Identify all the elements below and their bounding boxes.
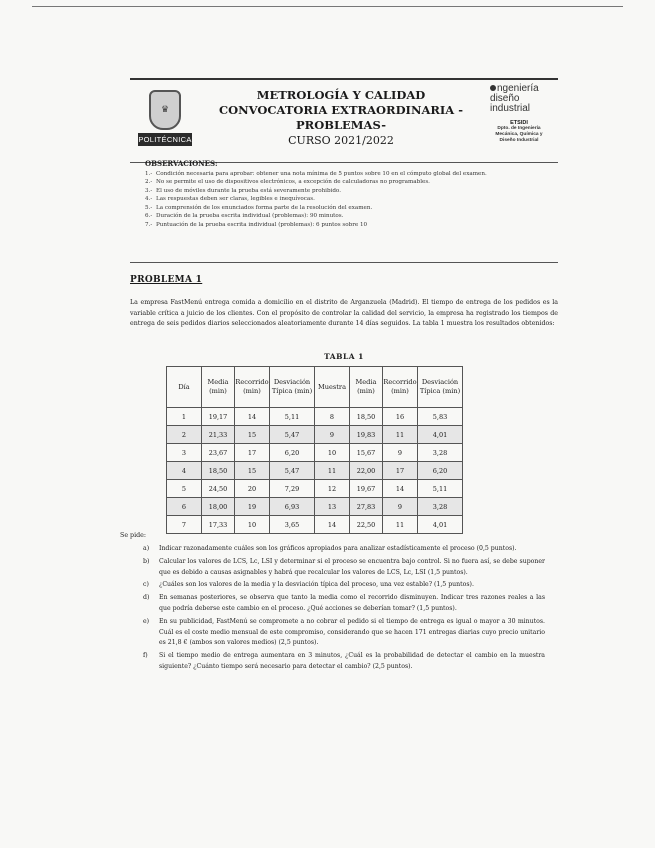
table-cell: 4,01 <box>418 516 463 534</box>
table-cell: 15 <box>235 462 270 480</box>
question-letter: c) <box>143 581 149 589</box>
question-text: ¿Cuáles son los valores de la media y la desviación típica del proceso, una vez estable? (1,5 puntos). <box>159 581 474 589</box>
table-cell: 3,28 <box>418 444 463 462</box>
table-cell: 1 <box>167 408 202 426</box>
top-rule <box>32 6 623 7</box>
table-cell: 18,00 <box>202 498 235 516</box>
question-text: En su publicidad, FastMenú se compromete a no cobrar el pedido si el tiempo de entrega es igual o mayor a 30 minutos. Cuál es el coste medio mensual de este compromiso, considerando que se hacen 171 entregas diarias cuyo precio unitario es 21,8 € (ambos son valores medios) (2,5 puntos). <box>159 617 545 647</box>
table-cell: 13 <box>315 498 350 516</box>
observacion-item <box>145 195 545 204</box>
observacion-item <box>145 204 545 213</box>
header-media-2: Media (min) <box>350 367 383 408</box>
exam-header <box>130 78 558 163</box>
table-row <box>167 462 463 480</box>
table-cell: 6,93 <box>270 498 315 516</box>
table-row <box>167 444 463 462</box>
table-cell: 22,00 <box>350 462 383 480</box>
exam-title <box>200 88 482 148</box>
table-cell: 10 <box>315 444 350 462</box>
question-text: Si el tiempo medio de entrega aumentara en 3 minutos, ¿Cuál es la probabilidad de detectar el cambio en la muestra siguiente? ¿Cuánto tiempo será necesario para detectar el cambio? (2,5 puntos). <box>159 652 545 670</box>
table-body <box>167 408 463 534</box>
table-cell: 17 <box>235 444 270 462</box>
observaciones-title: OBSERVACIONES: <box>145 159 218 168</box>
observacion-item <box>145 170 545 179</box>
observacion-text: No se permite el uso de dispositivos electrónicos, a excepción de calculadoras no programables. <box>156 179 430 185</box>
observaciones-section <box>145 160 545 229</box>
question-item <box>143 580 545 591</box>
table-cell: 14 <box>235 408 270 426</box>
observaciones-list <box>145 170 545 230</box>
table-cell: 17,33 <box>202 516 235 534</box>
header-recorrido-2: Recorrido (min) <box>383 367 418 408</box>
question-text: Indicar razonadamente cuáles son los gráficos apropiados para analizar estadísticamente el proceso (0,5 puntos). <box>159 545 517 552</box>
question-letter: d) <box>143 594 150 602</box>
table-cell: 11 <box>383 516 418 534</box>
table-cell: 12 <box>315 480 350 498</box>
table-cell: 14 <box>383 480 418 498</box>
observacion-text: El uso de móviles durante la prueba está severamente prohibido. <box>156 187 341 194</box>
observacion-text: Las respuestas deben ser claras, legibles e inequívocas. <box>156 196 315 202</box>
table-cell: 19,83 <box>350 426 383 444</box>
se-pide-label: Se pide: <box>120 532 146 539</box>
logo-line-3: ndustrial <box>492 103 531 114</box>
etsidi-logo: ngeniería diseño industrial ETSIDI Dpto. de Ingeniería Mecánica, Química y Diseño Industrial <box>480 84 558 144</box>
questions-list <box>143 544 545 675</box>
table-row <box>167 516 463 534</box>
observacion-text: Condición necesaria para aprobar: obtener una nota mínima de 5 puntos sobre 10 en el cómputo global del examen. <box>156 170 487 177</box>
question-item <box>143 544 545 555</box>
table-cell: 24,50 <box>202 480 235 498</box>
table-cell: 6,20 <box>418 462 463 480</box>
question-item <box>143 593 545 615</box>
observacion-item <box>145 187 545 196</box>
table-row <box>167 498 463 516</box>
dept-line-3: Diseño Industrial <box>499 138 539 143</box>
table-cell: 6,20 <box>270 444 315 462</box>
table-cell: 23,67 <box>202 444 235 462</box>
table-title: TABLA 1 <box>324 352 364 361</box>
header-desviacion: Desviación Típica (min) <box>270 367 315 408</box>
table-cell: 5,47 <box>270 426 315 444</box>
table-cell: 22,50 <box>350 516 383 534</box>
question-item <box>143 651 545 673</box>
politecnica-label: POLITÉCNICA <box>138 135 192 144</box>
table-cell: 11 <box>315 462 350 480</box>
table-cell: 4,01 <box>418 426 463 444</box>
upm-logo <box>138 90 192 146</box>
question-item <box>143 557 545 579</box>
observacion-text: Puntuación de la prueba escrita individual (problemas): 6 puntos sobre 10 <box>156 221 368 228</box>
data-table <box>166 366 463 534</box>
table-cell: 19,67 <box>350 480 383 498</box>
question-item <box>143 617 545 649</box>
observacion-number: 5.- <box>145 204 153 211</box>
table-cell: 9 <box>383 498 418 516</box>
table-cell: 17 <box>383 462 418 480</box>
table-cell: 5,11 <box>418 480 463 498</box>
problem-title: PROBLEMA 1 <box>130 275 203 285</box>
table-cell: 15,67 <box>350 444 383 462</box>
observacion-number: 3.- <box>145 187 153 194</box>
observacion-number: 6.- <box>145 213 153 219</box>
title-line-2: CONVOCATORIA EXTRAORDINARIA - <box>218 103 464 117</box>
table-cell: 7,29 <box>270 480 315 498</box>
section-divider <box>130 262 558 263</box>
observacion-item <box>145 221 545 230</box>
course-year: CURSO 2021/2022 <box>288 134 394 147</box>
question-letter: e) <box>143 617 150 625</box>
table-cell: 5,11 <box>270 408 315 426</box>
observacion-item <box>145 178 545 187</box>
observacion-number: 7.- <box>145 221 153 228</box>
question-letter: f) <box>143 652 148 660</box>
table-cell: 18,50 <box>350 408 383 426</box>
table-cell: 8 <box>315 408 350 426</box>
header-muestra: Muestra <box>315 367 350 408</box>
dept-line-1: Dpto. de Ingeniería <box>497 126 541 131</box>
table-cell: 3,65 <box>270 516 315 534</box>
table-cell: 2 <box>167 426 202 444</box>
university-seal-icon: ♛ <box>149 90 181 130</box>
dept-line-2: Mecánica, Química y <box>495 132 543 137</box>
title-line-3: PROBLEMAS- <box>296 118 386 132</box>
table-cell: 5 <box>167 480 202 498</box>
header-recorrido: Recorrido (min) <box>235 367 270 408</box>
header-desviacion-2: Desviación Típica (min) <box>418 367 463 408</box>
table-cell: 15 <box>235 426 270 444</box>
etsidi-label: ETSIDI <box>510 120 528 126</box>
problem-intro: La empresa FastMenú entrega comida a domicilio en el distrito de Arganzuela (Madrid). El tiempo de entrega de los pedidos es la variable crítica a juicio de los clientes. Con el propósito de controlar la calidad del servicio, la empresa ha registrado los tiempos de entrega de seis pedidos diarios seleccionados aleatoriamente durante 14 días seguidos. La tabla 1 muestra los resultados obtenidos: <box>130 299 558 327</box>
table-cell: 7 <box>167 516 202 534</box>
table-cell: 6 <box>167 498 202 516</box>
table-cell: 14 <box>315 516 350 534</box>
table-cell: 19 <box>235 498 270 516</box>
question-text: Calcular los valores de LCS, Lc, LSI y determinar si el proceso se encuentra bajo control. Si no fuera así, se debe suponer que es debido a causas asignables y habrá que recalcular los valores de LCS, Lc, LSI (1,5 puntos). <box>159 557 545 576</box>
table-cell: 9 <box>383 444 418 462</box>
header-media: Media (min) <box>202 367 235 408</box>
logo-dot-icon <box>490 85 496 91</box>
table-cell: 20 <box>235 480 270 498</box>
observacion-number: 2.- <box>145 179 153 185</box>
table-cell: 11 <box>383 426 418 444</box>
table-cell: 10 <box>235 516 270 534</box>
table-cell: 3,28 <box>418 498 463 516</box>
logo-line-2: iseño <box>495 93 520 104</box>
table-cell: 19,17 <box>202 408 235 426</box>
table-cell: 3 <box>167 444 202 462</box>
table-header-row <box>167 367 463 408</box>
table-row <box>167 480 463 498</box>
table-row <box>167 408 463 426</box>
question-text: En semanas posteriores, se observa que tanto la media como el recorrido disminuyen. Indicar tres razones reales a las que podría deberse este cambio en el proceso. ¿Qué acciones se deberían tomar? (1,5 puntos). <box>159 594 545 612</box>
logo-line-1: ngeniería <box>497 83 539 94</box>
observacion-text: Duración de la prueba escrita individual (problemas): 90 minutos. <box>156 213 344 219</box>
table-cell: 18,50 <box>202 462 235 480</box>
table-cell: 5,83 <box>418 408 463 426</box>
table-cell: 27,83 <box>350 498 383 516</box>
table-cell: 5,47 <box>270 462 315 480</box>
table-row <box>167 426 463 444</box>
table-cell: 21,33 <box>202 426 235 444</box>
header-dia: Día <box>167 367 202 408</box>
question-letter: a) <box>143 545 150 552</box>
title-line-1: METROLOGÍA Y CALIDAD <box>256 88 426 102</box>
table-cell: 16 <box>383 408 418 426</box>
table-cell: 9 <box>315 426 350 444</box>
observacion-item <box>145 212 545 221</box>
observacion-number: 4.- <box>145 196 153 202</box>
table-cell: 4 <box>167 462 202 480</box>
observacion-number: 1.- <box>145 170 153 177</box>
question-letter: b) <box>143 557 150 565</box>
observacion-text: La comprensión de los enunciados forma parte de la resolución del examen. <box>156 204 373 211</box>
